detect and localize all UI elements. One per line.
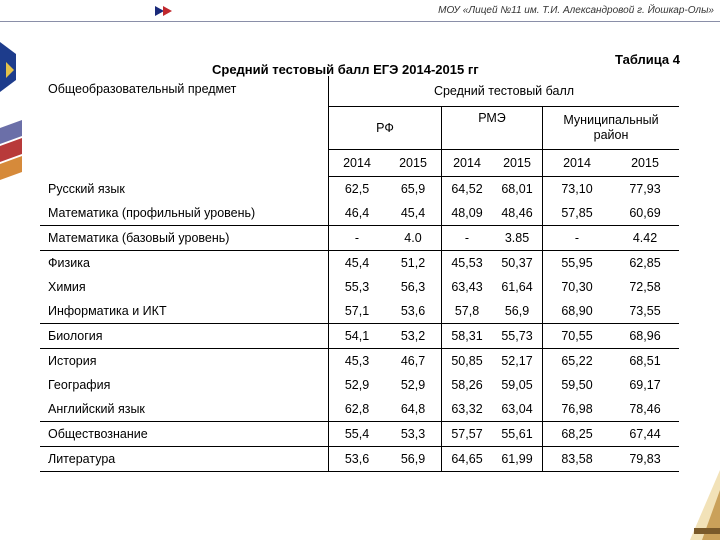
subject-cell: География (48, 378, 111, 392)
year-header: 2014 (543, 150, 612, 177)
score-cell: 58,26 (442, 373, 493, 397)
table-row (40, 177, 679, 202)
score-cell: 68,51 (629, 354, 661, 368)
subject-cell: Английский язык (40, 397, 329, 422)
year-header: 2014 (329, 150, 386, 177)
header-row (40, 76, 679, 107)
score-cell: 73,55 (611, 299, 679, 324)
score-cell: 77,93 (629, 182, 661, 196)
table-row (40, 201, 679, 226)
score-cell: 4.0 (385, 226, 442, 251)
score-cell: 54,1 (329, 324, 386, 349)
score-cell: 57,8 (442, 299, 493, 324)
score-cell: 48,09 (442, 201, 493, 226)
table-number: Таблица 4 (614, 52, 680, 67)
group-header: РФ (329, 107, 442, 150)
score-cell: 3.85 (492, 226, 543, 251)
score-cell: 55,95 (543, 251, 612, 276)
subject-cell: Биология (40, 324, 329, 349)
score-cell: 58,31 (442, 324, 493, 349)
score-cell: 57,57 (442, 422, 493, 447)
score-cell: 69,17 (629, 378, 661, 392)
score-cell: 51,2 (400, 256, 426, 270)
score-cell: 59,50 (543, 373, 612, 397)
table-row (40, 226, 679, 251)
score-cell: 56,3 (400, 280, 426, 294)
score-cell: 64,65 (442, 447, 493, 472)
group-header: Муниципальный район (543, 107, 680, 150)
score-cell: 64,52 (442, 177, 493, 202)
score-cell: 62,8 (329, 397, 386, 422)
table-row (40, 275, 679, 299)
scores-table (40, 76, 679, 472)
table-row (40, 349, 679, 374)
score-cell: 62,5 (329, 177, 386, 202)
score-cell: 63,04 (492, 397, 543, 422)
score-cell: 72,58 (629, 280, 661, 294)
table-row (40, 299, 679, 324)
table-row (40, 397, 679, 422)
subject-cell: Математика (базовый уровень) (40, 226, 329, 251)
score-cell: 53,2 (385, 324, 442, 349)
subject-cell: Математика (профильный уровень) (40, 201, 329, 226)
score-cell: 48,46 (492, 201, 543, 226)
score-cell: - (543, 226, 612, 251)
table-row (40, 324, 679, 349)
score-cell: 45,4 (329, 251, 386, 276)
score-cell: 55,4 (329, 422, 386, 447)
school-header: МОУ «Лицей №11 им. Т.И. Александровой г. Йошкар-Олы» (438, 5, 714, 16)
score-cell: 57,1 (329, 299, 386, 324)
score-cell: 60,69 (611, 201, 679, 226)
score-cell: 4.42 (611, 226, 679, 251)
score-cell: 45,4 (385, 201, 442, 226)
year-header: 2014 (442, 150, 493, 177)
score-cell: 45,3 (329, 349, 386, 374)
score-cell: 46,7 (400, 354, 426, 368)
decorative-ribbon-left (0, 28, 22, 188)
subject-header: Общеобразовательный предмет (48, 82, 237, 96)
score-cell: 64,8 (385, 397, 442, 422)
score-cell: 55,61 (492, 422, 543, 447)
score-cell: 53,6 (385, 299, 442, 324)
score-cell: 63,32 (442, 397, 493, 422)
score-cell: 79,83 (611, 447, 679, 472)
score-cell: 50,85 (442, 349, 493, 374)
score-cell: 67,44 (611, 422, 679, 447)
group-header: РМЭ (442, 107, 543, 150)
score-cell: 57,85 (543, 201, 612, 226)
subject-cell: История (48, 354, 97, 368)
subject-cell: Информатика и ИКТ (40, 299, 329, 324)
score-cell: 61,99 (492, 447, 543, 472)
table-body (40, 177, 679, 472)
score-cell: 61,64 (501, 280, 533, 294)
score-cell: - (442, 226, 493, 251)
score-cell: 53,3 (385, 422, 442, 447)
table-row (40, 422, 679, 447)
score-cell: 83,58 (543, 447, 612, 472)
score-cell: 65,9 (400, 182, 426, 196)
decorative-corner-right (680, 470, 720, 540)
score-cell: 68,90 (543, 299, 612, 324)
score-cell: 55,3 (329, 275, 386, 299)
score-cell: 70,30 (543, 275, 612, 299)
header-divider (0, 21, 720, 22)
subject-cell: Обществознание (40, 422, 329, 447)
year-header: 2015 (385, 150, 442, 177)
score-cell: 65,22 (543, 349, 612, 374)
score-cell: 46,4 (329, 201, 386, 226)
score-cell: 76,98 (543, 397, 612, 422)
score-cell: 52,17 (501, 354, 533, 368)
score-cell: 59,05 (501, 378, 533, 392)
top-bar (0, 0, 720, 22)
score-header: Средний тестовый балл (329, 76, 680, 107)
score-cell: 68,96 (611, 324, 679, 349)
score-cell: 55,73 (492, 324, 543, 349)
score-cell: 56,9 (385, 447, 442, 472)
score-cell: 70,55 (543, 324, 612, 349)
score-cell: 56,9 (492, 299, 543, 324)
score-cell: 45,53 (442, 251, 493, 276)
table-title: Средний тестовый балл ЕГЭ 2014-2015 гг (212, 62, 479, 77)
subject-cell: Химия (48, 280, 86, 294)
score-cell: 68,01 (501, 182, 533, 196)
subject-cell: Русский язык (48, 181, 125, 196)
score-cell: 50,37 (501, 256, 533, 270)
subject-cell: Физика (48, 256, 90, 270)
score-cell: 68,25 (543, 422, 612, 447)
score-cell: 78,46 (611, 397, 679, 422)
year-header: 2015 (611, 150, 679, 177)
table-row (40, 447, 679, 472)
score-cell: 62,85 (629, 256, 661, 270)
year-header: 2015 (492, 150, 543, 177)
table-row (40, 251, 679, 276)
score-cell: 52,9 (400, 378, 426, 392)
table-row (40, 373, 679, 397)
score-cell: - (329, 226, 386, 251)
subject-cell: Литература (40, 447, 329, 472)
score-cell: 53,6 (329, 447, 386, 472)
score-cell: 52,9 (329, 373, 386, 397)
score-cell: 63,43 (442, 275, 493, 299)
double-arrow-icon[interactable] (155, 6, 177, 16)
score-cell: 73,10 (543, 177, 612, 202)
